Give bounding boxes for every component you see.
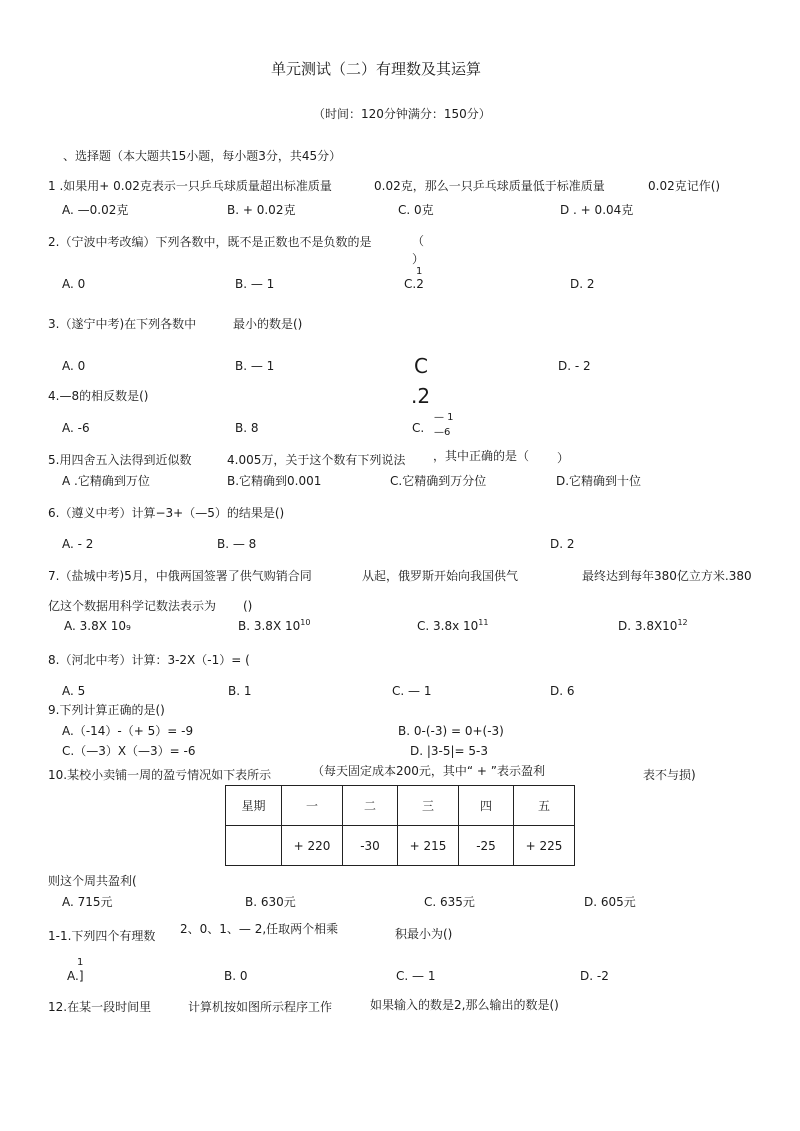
q2-paren-right: ） [412, 252, 425, 266]
q5-text-2: 4.005万，关于这个数有下列说法 [227, 453, 406, 467]
q4-option-c: C. [412, 421, 425, 435]
q8-text: 8.（河北中考）计算：3-2X（-1）= ( [48, 653, 250, 667]
q3-option-b: B. — 1 [235, 359, 275, 373]
q7-option-b-base: B. 3.8X 10 [238, 619, 301, 633]
q12-text: 12.在某一段时间里 [48, 1000, 152, 1014]
table-cell: + 215 [398, 826, 459, 866]
q2-paren-left: （ [412, 234, 425, 248]
q7-option-d-exponent: 12 [677, 618, 688, 627]
q1-option-a: A. —0.02克 [62, 203, 129, 217]
table-cell: + 220 [282, 826, 343, 866]
q11-option-c: C. — 1 [396, 969, 436, 983]
q1-text-c: 0.02克记作() [648, 179, 721, 193]
q7-option-b-exponent: 10 [300, 618, 311, 627]
q8-option-d: D. 6 [550, 684, 575, 698]
q8-option-a: A. 5 [62, 684, 86, 698]
q7-option-c-exponent: 11 [478, 618, 489, 627]
q9-option-d: D. |3-5|= 5-3 [410, 744, 489, 758]
q12-text-2: 计算机按如图所示程序工作 [188, 1000, 333, 1014]
table-header-cell: 五 [514, 786, 575, 826]
table-cell: -25 [459, 826, 514, 866]
profit-table [225, 785, 575, 866]
q4-fraction-bottom: —6 [434, 427, 451, 438]
q8-option-c: C. — 1 [392, 684, 432, 698]
q12-text-3: 如果输入的数是2,那么输出的数是() [370, 998, 559, 1012]
q5-text-3: ，其中正确的是（ [433, 449, 530, 463]
table-header-row [226, 786, 575, 826]
table-header-cell: 二 [343, 786, 398, 826]
table-row [226, 826, 575, 866]
q6-text: 6.（遵义中考）计算−3+（—5）的结果是() [48, 506, 285, 520]
q2-option-d: D. 2 [570, 277, 595, 291]
q8-option-b: B. 1 [228, 684, 252, 698]
q5-option-a: A .它精确到万位 [62, 474, 150, 488]
q7-text: 7.（盐城中考)5月，中俄两国签署了供气购销合同 [48, 569, 312, 583]
q3-option-a: A. 0 [62, 359, 86, 373]
q10-option-d: D. 605元 [584, 895, 636, 909]
q10-text: 10.某校小卖铺一周的盈亏情况如下表所示 [48, 768, 272, 782]
q1-text-b: 0.02克，那么一只乒乓球质量低于标准质量 [374, 179, 605, 193]
q10-text-2: （每天固定成本200元，其中“ + ”表示盈利 [312, 764, 546, 778]
table-cell: -30 [343, 826, 398, 866]
q5-option-c: C.它精确到万分位 [390, 474, 487, 488]
q7-text-4: 亿这个数据用科学记数法表示为 [48, 599, 217, 613]
q4-text: 4.—8的相反数是() [48, 389, 149, 403]
q9-option-b: B. 0-(-3) = 0+(-3) [398, 724, 504, 738]
q4-fraction-top: — 1 [434, 412, 454, 423]
table-header-cell: 一 [282, 786, 343, 826]
q3-option-c-value: .2 [411, 384, 431, 408]
q7-option-d [618, 619, 688, 632]
q7-text-2: 从起，俄罗斯开始向我国供气 [362, 569, 519, 583]
q10-text-3: 表不与损) [643, 768, 696, 782]
table-cell [226, 826, 282, 866]
q4-option-a: A. -6 [62, 421, 90, 435]
q7-option-a: A. 3.8X 10₉ [64, 619, 131, 633]
q6-option-a: A. - 2 [62, 537, 94, 551]
q3-text-2: 最小的数是() [233, 317, 303, 331]
q11-text-2: 2、0、1、— 2,任取两个相乘 [180, 922, 339, 936]
q3-option-c-letter: C [414, 354, 428, 378]
q9-text: 9.下列计算正确的是() [48, 703, 165, 717]
section-heading: 、选择题（本大题共15小题，每小题3分，共45分） [63, 149, 342, 163]
q7-option-d-base: D. 3.8X10 [618, 619, 678, 633]
q3-option-d: D. - 2 [558, 359, 591, 373]
q11-option-b: B. 0 [224, 969, 248, 983]
q11-option-a: A.] [67, 969, 84, 983]
q2-option-a: A. 0 [62, 277, 86, 291]
q10-option-c: C. 635元 [424, 895, 475, 909]
q5-text-4: ） [557, 451, 570, 465]
table-cell: + 225 [514, 826, 575, 866]
q5-option-d: D.它精确到十位 [556, 474, 642, 488]
q2-option-c: C.2 [404, 277, 424, 291]
q10-option-b: B. 630元 [245, 895, 296, 909]
q7-option-b [238, 619, 310, 632]
q7-option-c-base: C. 3.8x 10 [417, 619, 479, 633]
table-header-cell: 星期 [226, 786, 282, 826]
q11-text: 1-1.下列四个有理数 [48, 929, 156, 943]
page-title: 单元测试（二）有理数及其运算 [271, 60, 482, 78]
q10-option-a: A. 715元 [62, 895, 113, 909]
q9-option-c: C.（—3）X（—3）= -6 [62, 744, 196, 758]
q11-text-3: 积最小为() [395, 927, 453, 941]
time-note: （时间：120分钟满分：150分） [313, 107, 491, 121]
q1-option-b: B. + 0.02克 [227, 203, 296, 217]
table-header-cell: 三 [398, 786, 459, 826]
q11-option-d: D. -2 [580, 969, 609, 983]
q2-option-b: B. — 1 [235, 277, 275, 291]
q4-option-b: B. 8 [235, 421, 259, 435]
q6-option-b: B. — 8 [217, 537, 257, 551]
q10-after-table: 则这个周共盈利( [48, 874, 137, 888]
q7-text-5: () [243, 599, 253, 613]
q7-text-3: 最终达到每年380亿立方米.380 [582, 569, 752, 583]
q11-fraction-numerator: 1 [77, 957, 84, 968]
q6-option-d: D. 2 [550, 537, 575, 551]
q1-option-d: D . + 0.04克 [560, 203, 634, 217]
q3-text: 3.（遂宁中考)在下列各数中 [48, 317, 197, 331]
table-header-cell: 四 [459, 786, 514, 826]
q7-option-c [417, 619, 488, 632]
q9-option-a: A.（-14）-（+ 5）= -9 [62, 724, 194, 738]
q5-option-b: B.它精确到0.001 [227, 474, 322, 488]
q5-text: 5.用四舍五入法得到近似数 [48, 453, 192, 467]
q2-text: 2.（宁波中考改编）下列各数中，既不是正数也不是负数的是 [48, 235, 372, 249]
q1-option-c: C. 0克 [398, 203, 434, 217]
q2-fraction-numerator: 1 [416, 266, 423, 277]
q1-text-a: 1 .如果用+ 0.02克表示一只乒乓球质量超出标准质量 [48, 179, 332, 193]
